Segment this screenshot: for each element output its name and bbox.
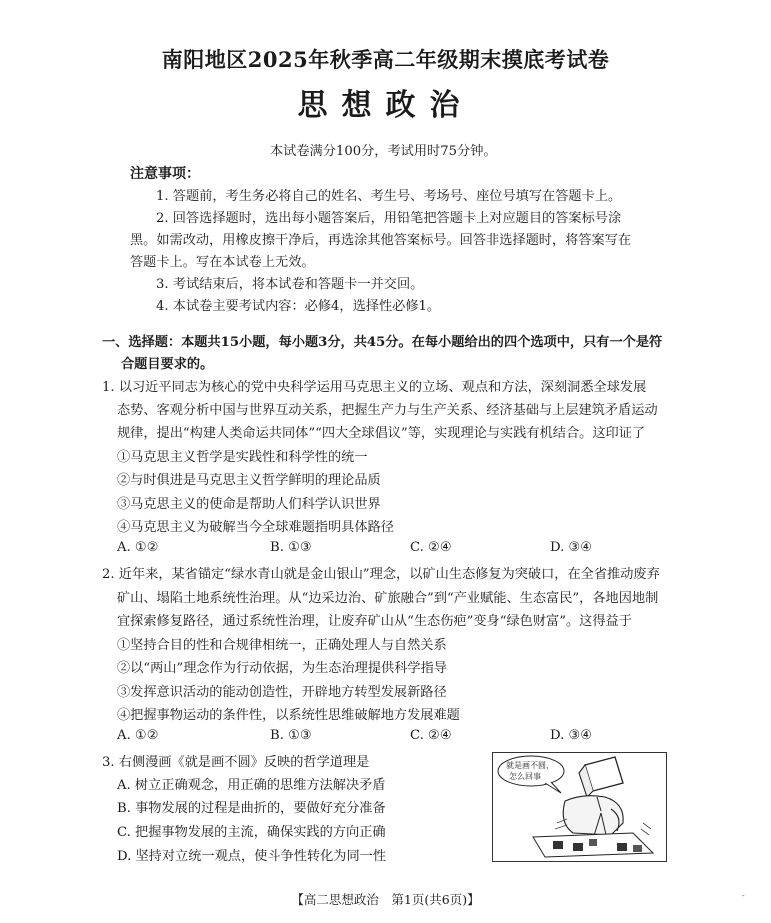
note-2: 2. 回答选择题时，选出每小题答案后，用铅笔把答题卡上对应题目的答案标号涂 xyxy=(156,211,622,226)
q1-item-3: ③马克思主义的使命是帮助人们科学认识世界 xyxy=(117,497,381,512)
q1-item-2: ②与时俱进是马克思主义哲学鲜明的理论品质 xyxy=(117,473,381,488)
q2-item-2: ②以“两山”理念作为行动依据，为生态治理提供科学指导 xyxy=(117,661,447,676)
exam-info: 本试卷满分100分，考试用时75分钟。 xyxy=(270,144,497,159)
q3-option-a: A. 树立正确观念，用正确的思维方法解决矛盾 xyxy=(117,778,386,793)
cartoon-image xyxy=(492,752,667,862)
q2-option-b: B. ①③ xyxy=(270,728,312,743)
page-footer: 【高二思想政治 第1页(共6页)】 xyxy=(291,892,480,907)
q3-option-d: D. 坚持对立统一观点，使斗争性转化为同一性 xyxy=(117,849,387,864)
q2-option-a: A. ①② xyxy=(117,728,159,743)
q1-option-b: B. ①③ xyxy=(270,540,312,555)
q2-item-4: ④把握事物运动的条件性，以系统性思维破解地方发展难题 xyxy=(117,708,460,723)
q1-stem-line2: 态势、客观分析中国与世界互动关系，把握生产力与生产关系、经济基础与上层建筑矛盾运动 xyxy=(117,403,658,418)
note-2-cont: 黑。如需改动，用橡皮擦干净后，再选涂其他答案标号。回答非选择题时，将答案写在 xyxy=(130,233,632,248)
q2-stem-line3: 宜探索修复路径，通过系统性治理，让废弃矿山从“生态伤疤”变身“绿色财富”。这得益于 xyxy=(117,614,632,629)
cartoon-drawing xyxy=(493,753,666,861)
q3-stem: 3. 右侧漫画《就是画不圆》反映的哲学道理是 xyxy=(102,755,370,770)
q1-option-d: D. ③④ xyxy=(550,540,593,555)
q3-option-b: B. 事物发展的过程是曲折的，要做好充分准备 xyxy=(117,801,386,816)
q1-item-1: ①马克思主义哲学是实践性和科学性的统一 xyxy=(117,450,368,465)
section-heading: 一、选择题：本题共15小题，每小题3分，共45分。在每小题给出的四个选项中，只有一个是符 xyxy=(102,335,663,350)
note-3: 3. 考试结束后，将本试卷和答题卡一并交回。 xyxy=(156,277,424,292)
q2-option-d: D. ③④ xyxy=(550,728,593,743)
q2-option-c: C. ②④ xyxy=(410,728,452,743)
q1-stem-line1: 1. 以习近平同志为核心的党中央科学运用马克思主义的立场、观点和方法，深刻洞悉全球发展 xyxy=(102,380,647,395)
q2-stem-line1: 2. 近年来，某省锚定“绿水青山就是金山银山”理念，以矿山生态修复为突破口，在全省推动废弃 xyxy=(102,567,660,582)
q2-stem-line2: 矿山、塌陷土地系统性治理。从“边采边治、矿旅融合”到“产业赋能、生态富民”，各地因地制 xyxy=(117,591,659,606)
note-2-end: 答题卡上。写在本试卷上无效。 xyxy=(130,255,315,270)
q1-option-c: C. ②④ xyxy=(410,540,452,555)
q1-item-4: ④马克思主义为破解当今全球难题指明具体路径 xyxy=(117,520,394,535)
q2-item-1: ①坚持合目的性和合规律相统一，正确处理人与自然关系 xyxy=(117,638,447,653)
notes-heading: 注意事项： xyxy=(130,166,200,182)
q1-stem-line3: 规律，提出“构建人类命运共同体”“四大全球倡议”等，实现理论与实践有机结合。这印证了 xyxy=(117,426,646,441)
q2-item-3: ③发挥意识活动的能动创造性，开辟地方转型发展新路径 xyxy=(117,685,447,700)
q3-option-c: C. 把握事物发展的主流，确保实践的方向正确 xyxy=(117,825,386,840)
note-1: 1. 答题前，考生务必将自己的姓名、考生号、考场号、座位号填写在答题卡上。 xyxy=(156,189,622,204)
bubble-line-1: 就是画不圆， xyxy=(506,761,554,770)
q1-option-a: A. ①② xyxy=(117,540,159,555)
bubble-line-2: 怎么回事 xyxy=(509,772,541,781)
section-heading-cont: 合题目要求的。 xyxy=(121,357,214,372)
subject-title: 思想政治 xyxy=(297,88,474,123)
note-4: 4. 本试卷主要考试内容：必修4，选择性必修1。 xyxy=(156,299,441,314)
exam-title: 南阳地区2025年秋季高二年级期末摸底考试卷 xyxy=(161,47,610,72)
page-mark: - xyxy=(742,891,745,900)
